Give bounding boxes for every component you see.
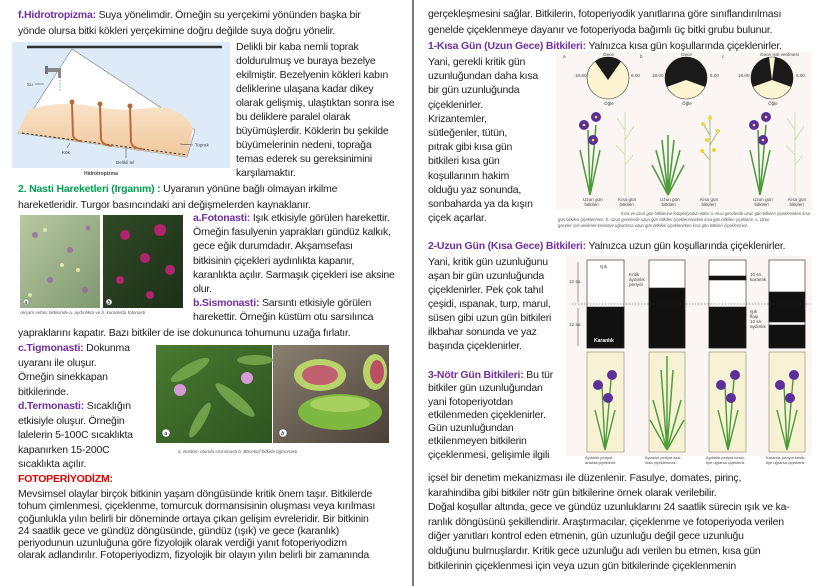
text-line	[428, 22, 772, 38]
label-su: Su	[27, 82, 33, 87]
label-toprak: Toprak	[195, 142, 209, 148]
body-text: pıtrak gibi kısa gün	[428, 141, 513, 154]
text-line	[18, 7, 361, 23]
label-isik-flasi: Işık	[750, 309, 758, 314]
text-line	[236, 82, 373, 96]
body-text: Delikli bir kaba nemli toprak	[236, 41, 359, 53]
body-text: Yani, kritik gün uzunluğunu	[428, 256, 548, 268]
kritik-gece-paragraph	[428, 471, 790, 573]
text-line	[236, 40, 359, 54]
bar-caption: Aydınlık periyot aza-	[645, 455, 682, 460]
text-line	[428, 409, 546, 422]
bar-caption: artarsa çiçeklenir.	[585, 460, 617, 465]
label-kok: Kök	[62, 150, 70, 155]
pie-b-bottom: Öğle	[682, 101, 692, 106]
hidrotropizma-explanation	[236, 40, 394, 180]
text-line	[236, 110, 350, 124]
plant-label: bitkileri	[789, 202, 804, 207]
body-text: tohum çimlenmesi, çiçeklenme, tomurcuk dormansisinin oluşması veya kırılması	[18, 500, 376, 513]
body-text: Yalnızca kısa gün koşullarında çiçeklenirler.	[585, 40, 782, 52]
pie-c-bottom: Öğle	[768, 101, 778, 106]
hidrotropizma-intro	[18, 7, 361, 39]
body-text: Mevsimsel olaylar birçok bitkinin yaşam döngüsünde kritik önem taşır. Bitkilerde	[18, 488, 372, 500]
label-karanlik: Karanlık	[594, 338, 614, 344]
body-text: doldurulmuş ve buraya bezelye	[236, 55, 376, 67]
notr-gun-explanation	[428, 369, 553, 462]
pie-a-top-label: Gece	[603, 52, 614, 57]
text-line	[428, 325, 537, 339]
body-text: sütleğenler, tütün,	[428, 126, 508, 139]
text-line	[428, 126, 507, 140]
text-line	[428, 449, 549, 462]
body-text: çoğunlukla yılın belirli bir döneminde ortaya çıkan gelişim evreleridir. Bir bitkinin	[18, 512, 369, 525]
plant-label: bitkileri	[584, 202, 599, 207]
body-text: deliklerine ulaşana kadar dikey	[236, 83, 374, 95]
pie-a-bottom: Öğle	[604, 101, 614, 106]
label-delikli-tel: Delikli tel	[116, 160, 135, 165]
text-line	[18, 325, 350, 341]
body-text: sıcaklıkta açılır.	[18, 458, 87, 470]
text-line	[18, 399, 131, 414]
text-line	[428, 471, 741, 486]
body-text: süsen gibi uzun gün bitkileri	[428, 312, 552, 324]
text-line	[18, 513, 369, 525]
text-line	[428, 255, 548, 269]
nasti-intro	[18, 181, 337, 213]
text-line	[428, 382, 543, 395]
text-line	[428, 311, 551, 325]
caption-line: geceler ışık verilerek kesintiye uğratılırsa uzun gün bitkileri çiçeklenirken kısa gün bitkileri çiçeklenmez.	[558, 223, 749, 228]
kisa-gun-explanation	[428, 55, 538, 225]
body-text: hareketleridir. Turgor basıncındaki ani değişmelerden kaynaklanır.	[18, 199, 311, 211]
label-12-sa-bottom: 12 sa.	[569, 322, 582, 327]
text-line	[428, 297, 551, 311]
label-isik-flasi: aydınlık	[750, 324, 766, 329]
fotonasti-sismonasti	[193, 211, 395, 325]
body-text: koşullarının hakim	[428, 169, 510, 182]
body-text: bu deliklere paralel olarak	[236, 111, 351, 123]
photo-letter-b: b	[107, 299, 111, 306]
label-kritik-aydinlik: periyot	[629, 282, 643, 287]
bar-caption: Karanlık periyot kesin-	[766, 455, 806, 460]
caption-line: gün bitkileri çiçeklenmez. b. Uzun gecelerde uzun gün bitkileri çiçeklenmezken kısa gün bitkileri çiçeklenir. c. Uzun	[558, 217, 770, 222]
text-line	[428, 238, 785, 254]
body-text: gece eğik durumdadır. Akşamsefası	[193, 240, 353, 253]
text-line	[428, 269, 544, 283]
caption-line: Kısa ve uzun gün bitkilerine fotoperiyodun etkisi a. Kısa gecelerde uzun gün bitkileri çiçeklenirken kısa	[620, 211, 810, 216]
body-text: olarak gelişmiş, ulaştıktan sonra ise	[236, 97, 395, 109]
plant-label: bitkileri	[754, 202, 769, 207]
label-10-sn-karanlik: karanlık	[750, 277, 767, 282]
text-line	[236, 124, 389, 138]
text-line	[428, 140, 512, 154]
text-line	[428, 529, 744, 544]
text-line	[193, 211, 390, 225]
text-line	[193, 282, 212, 296]
body-text: etkilenmeyen bitkilerin	[428, 435, 527, 448]
body-text: Doğal koşullar altında, gece ve gündüz uzunluklarını 24 saatlik sürecin ışık ve ka-	[428, 501, 790, 514]
body-text: çiçeklenirler.	[428, 98, 483, 111]
text-line	[18, 443, 110, 458]
section-heading: 3-Nötr Gün Bitkileri:	[428, 369, 524, 381]
body-text: gerçekleşmesini sağlar. Bitkilerin, fotoperiyodik yanıtlarına göre sınıflandırılması	[428, 8, 782, 20]
body-text: karanlıkta açılır. Sarmaşık çiçekleri ise aksine	[193, 268, 395, 281]
body-text: Sıcaklığın	[84, 400, 131, 412]
body-text: ekilmiştir. Bezelyenin kökleri kabın	[236, 69, 389, 81]
text-line	[428, 559, 736, 574]
body-text: aşan bir gün uzunluğunda	[428, 270, 545, 282]
text-line	[18, 428, 133, 443]
section-heading: b.Sismonasti:	[193, 297, 260, 310]
body-text: genelde çiçeklenmeye dayanır ve fotoperiyoda bağımlı üç bitki grubu bulunur.	[428, 24, 773, 36]
section-heading: FOTOPERİYODİZM:	[18, 472, 113, 485]
body-text: olarak adlandırılır. Fotoperiyodizm, fizyolojik bir olayın yılın belirli bir zamanında	[18, 549, 370, 562]
photo-caption: a. Küstüm otunda sismonasti b. Böcekçil bitkide tigmonasti	[178, 449, 298, 454]
body-text: bitkilerinde.	[18, 385, 69, 398]
text-line	[428, 544, 761, 559]
body-text: lalelerin 5-100C sıcaklıkta	[18, 429, 133, 441]
body-text: karahindiba gibi bitkiler nötr gün bitkilerine örnek olarak verilebilir.	[428, 486, 717, 499]
label-isik: Işık	[600, 264, 608, 269]
body-text: kapanırken 15-200C	[18, 443, 110, 456]
pie-letter-a: a	[563, 54, 566, 59]
body-text: Krizantemler,	[428, 112, 487, 125]
photo-letter-a: a	[24, 299, 28, 306]
text-line	[428, 197, 533, 211]
body-text: temas ederek su gereksinimini	[236, 153, 373, 165]
pie-b-right: 6.00	[710, 73, 719, 78]
body-text: Sarsıntı etkisiyle görülen	[259, 297, 372, 310]
body-text: ilkbahar sonunda ve yaz	[428, 326, 537, 338]
body-text: bir gün uzunluğunda	[428, 84, 520, 97]
sismonasti-continued	[18, 325, 350, 341]
text-line	[236, 166, 296, 180]
body-text: olduğu yaz sonunda,	[428, 183, 522, 196]
bar-caption: Aydınlık periyot	[585, 455, 613, 460]
text-line	[18, 181, 337, 197]
body-text: Örneğin fasulyenin yaprakları gündüz kalkık,	[193, 226, 391, 239]
body-text: yönde olursa bitki kökleri yerçekimine doğru değilde suya doğru yönelir.	[18, 25, 336, 37]
pie-c-top-label: Gece ışık verilmesi	[760, 52, 799, 57]
text-line	[193, 310, 373, 324]
body-text: bitkisinin çiçekleri aydınlıkta kapanır,	[193, 254, 355, 267]
text-line	[193, 296, 371, 310]
body-text: yani fotoperiyotdan	[428, 395, 513, 408]
plant-label: Uzun gün	[583, 197, 603, 202]
text-line	[193, 225, 391, 239]
body-text: 24 saatlik gece ve gündüz döngüsünde, gündüz (ışık) ve gece (karanlık)	[18, 524, 340, 537]
text-line	[428, 69, 538, 83]
text-line	[236, 68, 388, 82]
body-text: Bu tür	[523, 369, 554, 381]
text-line	[428, 515, 784, 530]
text-line	[428, 183, 521, 197]
body-text: uyaranı ile oluşur.	[18, 356, 97, 369]
text-line	[193, 254, 354, 268]
pie-a-left: 18.00	[575, 73, 587, 78]
text-line	[428, 83, 519, 97]
uzun-gun-heading	[428, 238, 785, 254]
label-kritik-aydinlik: aydınlık	[629, 277, 645, 282]
text-line	[18, 23, 335, 39]
body-text: Uyaranın yönüne bağlı olmayan irkilme	[160, 183, 338, 195]
body-text: harekettir. Örneğin küstüm otu sarsılınca	[193, 311, 374, 324]
pie-a-right: 6.00	[631, 73, 640, 78]
plant-label: bitkileri	[661, 202, 676, 207]
section-heading: 2. Nasti Hareketleri (Irganım) :	[18, 183, 161, 195]
tigmonasti-termonasti	[18, 341, 133, 486]
body-text: etkisiyle oluşur. Örneğin	[18, 414, 125, 427]
body-text: ranlık döngüsünü şekillendirir. Araştırmacılar, çiçeklenme ve fotoperiyoda verilen	[428, 515, 784, 528]
body-text: olduğunu bulmuşlardır. Kritik gece uzunluğu adı verilen bu etmen, kısa gün	[428, 544, 761, 557]
label-isik-flasi: 10 sn.	[750, 319, 763, 324]
photo-caption: Akşam sefası bitkisinde a. aydınlıkta ve b. karanlıkta fotonasti	[20, 310, 146, 315]
section-heading: a.Fotonasti:	[193, 212, 251, 224]
text-line	[428, 38, 782, 54]
text-line	[428, 486, 717, 501]
text-line	[428, 396, 513, 409]
label-kritik-aydinlik: Kritik	[629, 272, 640, 277]
body-text: Suya yönelimdir. Örneğin su yerçekimi yönünden başka bir	[95, 9, 361, 21]
body-text: yapraklarını kapatır. Bazı bitkiler de ise dokununca tohumunu uzağa fırlatır.	[18, 327, 351, 339]
pie-c-left: 18.00	[738, 73, 750, 78]
label-12-sa-top: 12 sa.	[569, 279, 582, 284]
body-text: Yani, gerekli kritik gün	[428, 56, 526, 68]
text-line	[193, 268, 395, 282]
text-line	[236, 152, 372, 166]
plant-label: Uzun gün	[660, 197, 680, 202]
text-line	[18, 370, 108, 385]
text-line	[428, 169, 509, 183]
body-text: periyodunun uzunluğuna göre fizyolojik olarak verdiği yanıt fotoperiyodizm	[18, 537, 347, 550]
text-line	[18, 457, 86, 472]
label-isik-flasi: flaşı	[750, 314, 759, 319]
text-line	[428, 6, 781, 22]
body-text: karşılamaktır.	[236, 167, 296, 179]
text-line	[428, 112, 487, 126]
body-text: Işık etkisiyle görülen harekettir.	[250, 212, 390, 224]
pie-b-top-label: Gece	[681, 52, 692, 57]
text-line	[428, 283, 543, 297]
body-text: içsel bir denetim mekanizması ile düzenlenir. Fasulye, domates, pirinç,	[428, 472, 742, 484]
text-line	[18, 472, 113, 487]
text-line	[428, 98, 483, 112]
plant-label: Kısa gün	[618, 197, 637, 202]
body-text: uzunluğundan daha kısa	[428, 70, 539, 83]
text-line	[428, 422, 514, 435]
text-line	[236, 54, 376, 68]
body-text: Örneğin sinekkapan	[18, 371, 108, 383]
text-line	[428, 339, 522, 353]
text-line	[18, 488, 372, 500]
plant-label: Uzun gün	[753, 197, 773, 202]
section-heading: d.Termonasti:	[18, 400, 85, 412]
body-text: büyümelerinin nedeni, toprağa	[236, 139, 372, 151]
body-text: bitkileri kısa gün	[428, 155, 500, 168]
pie-c-right: 6.00	[796, 73, 805, 78]
uzun-gun-explanation	[428, 255, 551, 353]
text-line	[236, 96, 394, 110]
body-text: çiçek açarlar.	[428, 212, 487, 225]
figure-caption: Hidrotropizma	[84, 171, 118, 177]
pie-b-left: 18.00	[652, 73, 664, 78]
text-line	[18, 549, 369, 561]
section-heading: 1-Kısa Gün (Uzun Gece) Bitkileri:	[428, 40, 586, 52]
section-heading: 2-Uzun Gün (Kısa Gece) Bitkileri:	[428, 240, 586, 252]
bar-caption: tiye uğrarsa çiçeklenir.	[706, 460, 746, 465]
fotoperiyodizm-paragraph	[18, 488, 375, 562]
body-text: Dokunma	[83, 342, 130, 354]
fotoperiyodizm-continued	[428, 6, 782, 54]
body-text: olur.	[193, 282, 212, 295]
body-text: bitkilerinin çiçeklenmesi için veya uzun gün bitkilerinde çiçeklenmenin	[428, 559, 736, 572]
section-heading: f.Hidrotropizma:	[18, 9, 96, 21]
text-line	[428, 435, 527, 448]
text-line	[18, 341, 130, 356]
text-line	[193, 239, 353, 253]
body-text: etkilenmeden çiçeklenirler.	[428, 408, 546, 421]
bar-caption: tiye uğrarsa çiçeklenir.	[766, 460, 806, 465]
plant-label: bitkileri	[619, 202, 634, 207]
text-line	[428, 55, 525, 69]
body-text: sonbaharda ya da kışın	[428, 197, 533, 210]
pie-letter-b: b	[640, 54, 643, 59]
text-line	[428, 500, 790, 515]
text-line	[18, 385, 69, 400]
body-text: büyümüşlerdir. Köklerin bu şekilde	[236, 125, 389, 137]
text-line	[18, 537, 347, 549]
bar-caption: Aydınlık periyot kesin-	[706, 455, 746, 460]
label-10-sn-karanlik: 10 sn.	[750, 272, 763, 277]
body-text: diğer yanıtları kontrol eden etmenin, gün uzunluğu değil gece uzunluğu	[428, 530, 744, 543]
plant-label: Kısa gün	[788, 197, 807, 202]
body-text: bitkiler gün uzunluğundan	[428, 382, 543, 395]
body-text: çeşidi, ıspanak, turp, marul,	[428, 298, 551, 310]
plant-label: Kısa gün	[700, 197, 719, 202]
body-text: başında çiçeklenirler.	[428, 340, 522, 352]
text-line	[428, 154, 500, 168]
text-line	[236, 138, 371, 152]
body-text: çiçeklenmesi, gelişimle ilgili	[428, 448, 550, 461]
bar-caption: lırsa çiçeklenmez.	[645, 460, 677, 465]
plant-label: bitkileri	[701, 202, 716, 207]
text-line	[18, 500, 375, 512]
photo-letter-b: b	[281, 431, 285, 437]
text-line	[428, 369, 553, 382]
photo-letter-a: a	[164, 431, 168, 437]
body-text: Yalnızca uzun gün koşullarında çiçeklenirler.	[585, 240, 786, 252]
text-line	[18, 356, 97, 371]
body-text: çiçeklenirler. Pek çok tahıl	[428, 284, 544, 296]
text-line	[428, 211, 486, 225]
section-heading: c.Tigmonasti:	[18, 342, 84, 354]
text-line	[18, 414, 124, 429]
body-text: Gün uzunluğundan	[428, 422, 514, 435]
text-line	[18, 525, 339, 537]
pie-letter-c: c	[722, 54, 725, 59]
